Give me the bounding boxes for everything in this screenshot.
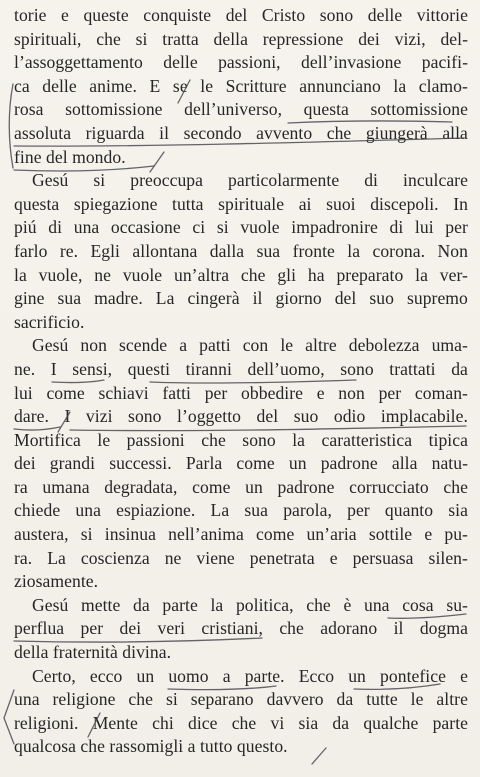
text-line: ca delle anime. E se le Scritture annunciano la clamo- (14, 75, 468, 96)
text-line: fine del mondo. (14, 146, 126, 167)
text-line: sacrificio. (14, 311, 85, 332)
text-line: torie e queste conquiste del Cristo sono delle vittorie (14, 5, 468, 25)
text-line: spirituali, che si tratta della repressione dei vizi, del- (14, 28, 468, 49)
text-line: austera, si insinua nell’anima come un’aria sottile e pu- (14, 524, 468, 545)
text-line: Gesú non scende a patti con le altre debolezza uma- (32, 335, 468, 356)
text-line: Gesú mette da parte la politica, che è una cosa su- (32, 594, 468, 615)
text-line: dare. I vizi sono l’oggetto del suo odio implacabile. (14, 406, 468, 427)
text-line: una religione che si separano davvero da tutte le altre (14, 689, 468, 710)
margin-bracket-2 (4, 690, 14, 744)
text-line: della fraternità divina. (14, 642, 172, 663)
text-line: ziosamente. (14, 571, 99, 592)
text-line: ne. I sensi, questi tiranni dell’uomo, sono trattati da (14, 358, 468, 379)
text-line: Certo, ecco un uomo a parte. Ecco un pontefice e (32, 665, 468, 686)
text-line: Gesú si preoccupa particolarmente di inculcare (32, 170, 468, 191)
text-line: assoluta riguarda il secondo avvento che giungerà alla (14, 122, 468, 143)
text-line: piú di una occasione ci si vuole impadronire di lui per (14, 217, 468, 238)
text-line: rosa sottomissione dell’universo, questa sottomissione (14, 99, 468, 120)
text-line: religioni. Mente chi dice che vi sia da qualche parte (14, 712, 468, 733)
text-line: ra umana degradata, come un padrone corrucciato che (14, 476, 468, 497)
text-line: la vuole, ne vuole un’altra che gli ha preparato la ver- (14, 264, 468, 285)
margin-bracket-1 (9, 84, 13, 168)
text-line: farlo re. Egli allontana dalla sua fronte la corona. Non (14, 240, 468, 261)
text-line: Mortifica le passioni che sono la caratteristica tipica (14, 429, 468, 450)
text-line: gine sua madre. La cingerà il giorno del suo supremo (14, 288, 468, 309)
body-text (14, 4, 468, 759)
text-line: lui come schiavi fatti per obbedire e non per coman- (14, 382, 468, 403)
text-line: chiede una espiazione. La sua parola, per quanto sia (14, 500, 468, 521)
text-line: dei grandi successi. Parla come un padrone alla natu- (14, 453, 468, 474)
text-line: ra. La coscienza ne viene penetrata e persuasa silen- (14, 547, 468, 568)
text-line: qualcosa che rassomigli a tutto questo. (14, 736, 288, 757)
text-line: l’assoggettamento delle passioni, dell’invasione pacifi- (14, 52, 468, 73)
text-line: questa spiegazione tutta spirituale ai suoi discepoli. In (14, 193, 468, 214)
text-line: perflua per dei veri cristiani, che adorano il dogma (14, 618, 468, 639)
